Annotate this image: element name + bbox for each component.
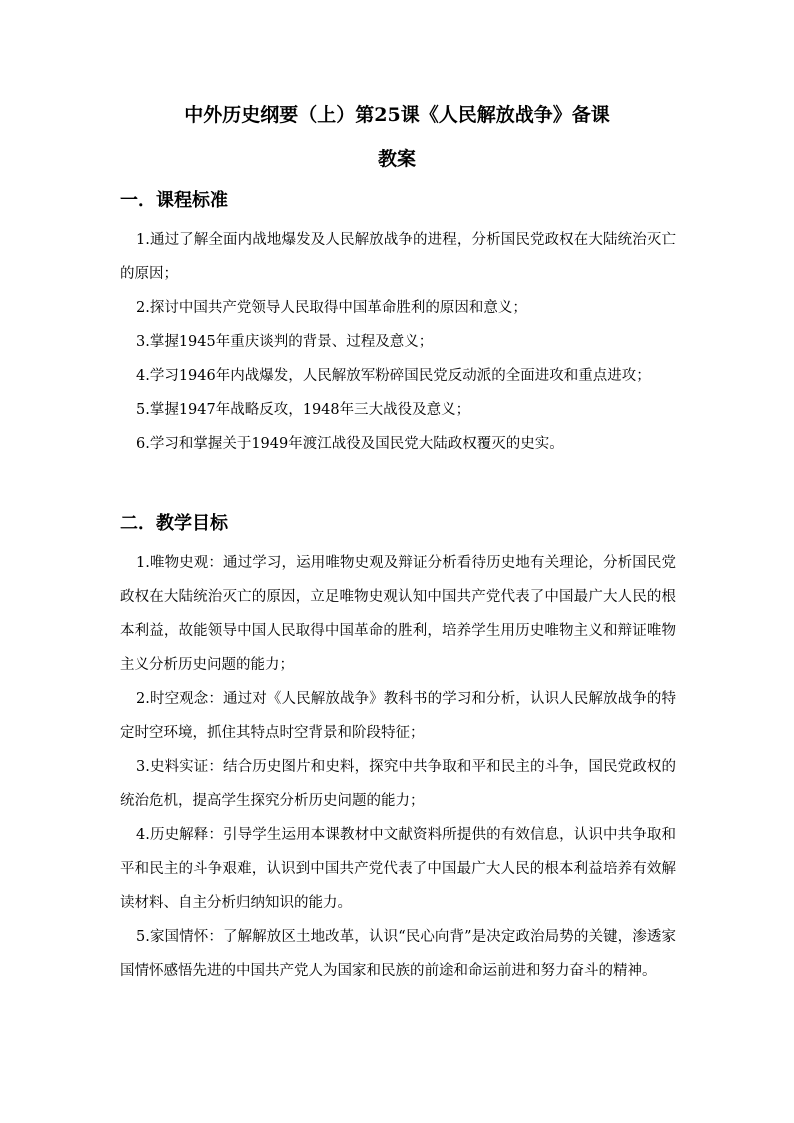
list-item: 2.时空观念：通过对《人民解放战争》教科书的学习和分析，认识人民解放战争的特定时空环境，抓住其特点时空背景和阶段特征； [120, 691, 676, 741]
list-item: 6.学习和掌握关于1949年渡江战役及国民党大陆政权覆灭的史实。 [136, 436, 564, 452]
list-item: 3.掌握1945年重庆谈判的背景、过程及意义； [136, 334, 434, 350]
document-subtitle: 教案 [377, 148, 416, 170]
list-item: 4.学习1946年内战爆发，人民解放军粉碎国民党反动派的全面进攻和重点进攻； [136, 368, 651, 384]
teaching-goals-list [120, 546, 676, 988]
list-item: 2.探讨中国共产党领导人民取得中国革命胜利的原因和意义； [136, 300, 527, 316]
curriculum-standards-list [120, 223, 676, 461]
list-item: 1.唯物史观：通过学习，运用唯物史观及辩证分析看待历史地有关理论，分析国民党政权在大陆统治灭亡的原因，立足唯物史观认知中国共产党代表了中国最广大人民的根本利益，故能领导中国人民取得中国革命的胜利，培养学生用历史唯物主义和辩证唯物主义分析历史问题的能力； [120, 555, 676, 673]
section-heading-curriculum-standards: 一．课程标准 [120, 190, 228, 211]
section-heading-teaching-goals: 二．教学目标 [120, 513, 228, 534]
list-item: 4.历史解释：引导学生运用本课教材中文献资料所提供的有效信息，认识中共争取和平和民主的斗争艰难，认识到中国共产党代表了中国最广大人民的根本利益培养有效解读材料、自主分析归纳知识的能力。 [120, 827, 676, 911]
list-item: 1.通过了解全面内战地爆发及人民解放战争的进程，分析国民党政权在大陆统治灭亡的原因； [120, 232, 676, 282]
list-item: 5.掌握1947年战略反攻，1948年三大战役及意义； [136, 402, 471, 418]
document-title: 中外历史纲要（上）第25课《人民解放战争》备课 [184, 104, 610, 126]
list-item: 5.家国情怀：了解解放区土地改革，认识“民心向背”是决定政治局势的关键，渗透家国情怀感悟先进的中国共产党人为国家和民族的前途和命运前进和努力奋斗的精神。 [120, 929, 676, 979]
list-item: 3.史料实证：结合历史图片和史料，探究中共争取和平和民主的斗争，国民党政权的统治危机，提高学生探究分析历史问题的能力； [120, 759, 676, 809]
